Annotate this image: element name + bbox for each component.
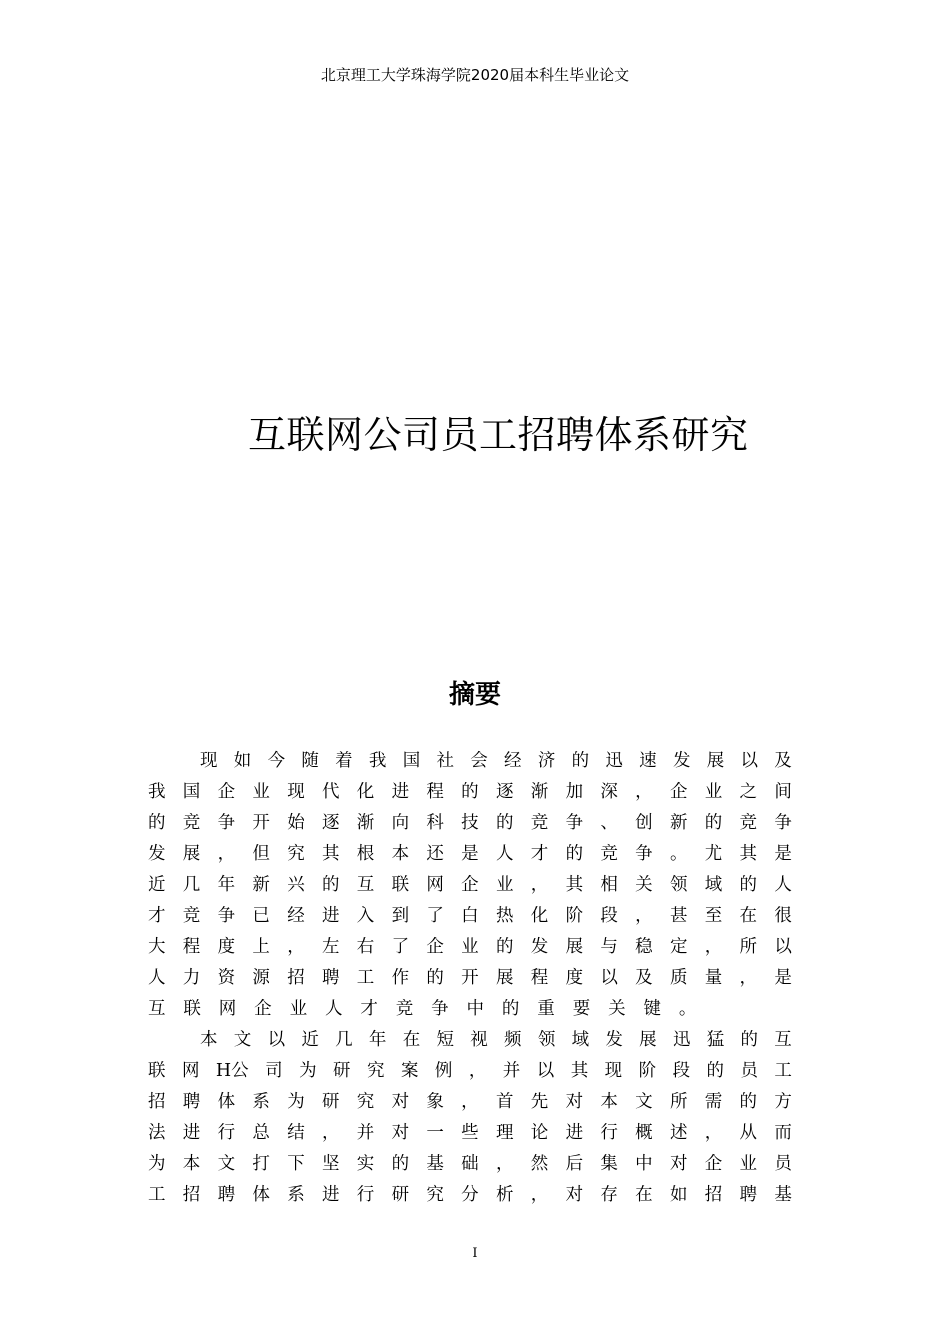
abstract-line: 现 如 今 随 着 我 国 社 会 经 济 的 迅 速 发 展 以 及 — [200, 751, 792, 771]
abstract-line: 招 聘 体 系 为 研 究 对 象 ， 首 先 对 本 文 所 需 的 方 — [148, 1092, 792, 1112]
abstract-line: 才 竞 争 已 经 进 入 到 了 白 热 化 阶 段 ， 甚 至 在 很 — [148, 906, 792, 926]
abstract-line: 本 文 以 近 几 年 在 短 视 频 领 域 发 展 迅 猛 的 互 — [200, 1030, 792, 1050]
abstract-line: 近 几 年 新 兴 的 互 联 网 企 业 ， 其 相 关 领 域 的 人 — [148, 875, 792, 895]
abstract-line: 为 本 文 打 下 坚 实 的 基 础 ， 然 后 集 中 对 企 业 员 — [148, 1154, 792, 1174]
abstract-heading: 摘要 — [448, 680, 501, 710]
thesis-title: 互联网公司员工招聘体系研究 — [248, 413, 749, 457]
running-header: 北京理工大学珠海学院2020届本科生毕业论文 — [320, 66, 630, 84]
abstract-line: 联 网 H公 司 为 研 究 案 例 ， 并 以 其 现 阶 段 的 员 工 — [148, 1061, 792, 1081]
abstract-line: 的 竞 争 开 始 逐 渐 向 科 技 的 竞 争 、 创 新 的 竞 争 — [148, 813, 792, 833]
abstract-body — [148, 746, 792, 1211]
abstract-line: 人 力 资 源 招 聘 工 作 的 开 展 程 度 以 及 质 量 ， 是 — [148, 968, 792, 988]
abstract-line: 发 展 ， 但 究 其 根 本 还 是 人 才 的 竞 争 。 尤 其 是 — [148, 844, 792, 864]
abstract-line: 大 程 度 上 ， 左 右 了 企 业 的 发 展 与 稳 定 ， 所 以 — [148, 937, 792, 957]
abstract-line: 工 招 聘 体 系 进 行 研 究 分 析 ， 对 存 在 如 招 聘 基 — [148, 1185, 792, 1205]
abstract-line: 我 国 企 业 现 代 化 进 程 的 逐 渐 加 深 ， 企 业 之 间 — [148, 782, 792, 802]
abstract-line: 法 进 行 总 结 ， 并 对 一 些 理 论 进 行 概 述 ， 从 而 — [148, 1123, 792, 1143]
page-number: I — [472, 1246, 478, 1261]
abstract-line: 互 联 网 企 业 人 才 竞 争 中 的 重 要 关 键 。 — [148, 999, 697, 1019]
